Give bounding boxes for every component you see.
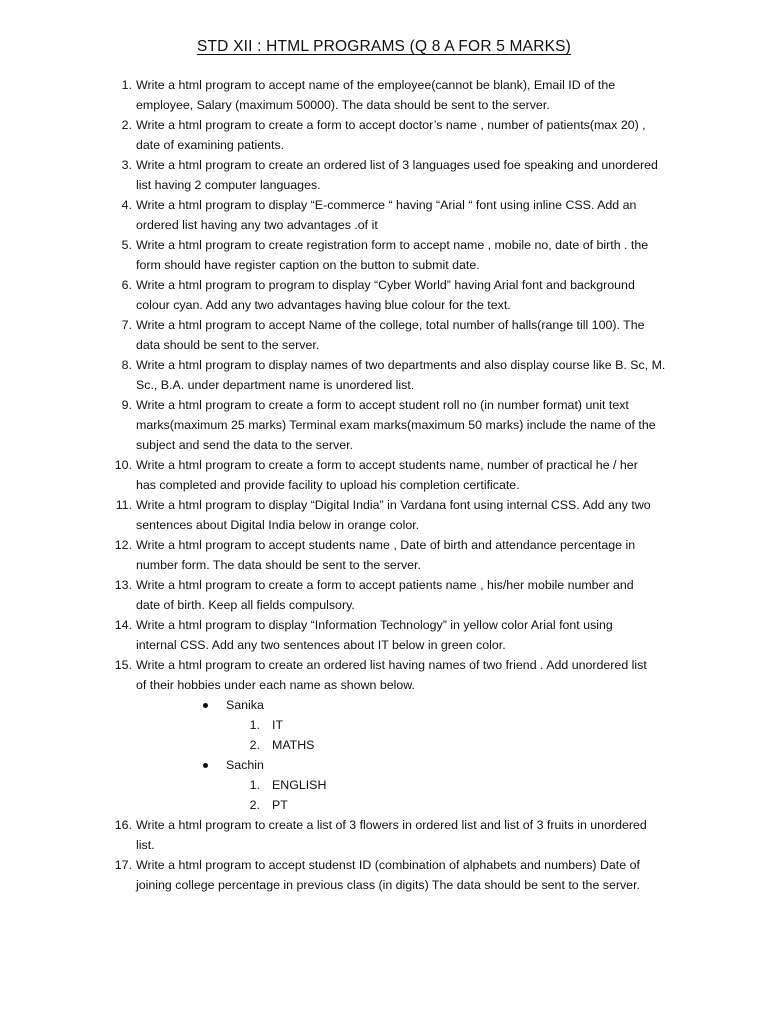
question-text-line: number form. The data should be sent to the server.	[136, 558, 421, 572]
question-item	[0, 235, 768, 275]
question-number: 15.	[114, 658, 132, 672]
question-text-line: Write a html program to display names of two departments and also display course like B. Sc, M.	[136, 358, 666, 372]
question-number: 16.	[114, 818, 132, 832]
question-text-line: date of birth. Keep all fields compulsory.	[136, 598, 355, 612]
question-text-line: joining college percentage in previous class (in digits) The data should be sent to the server.	[136, 878, 640, 892]
question-list	[0, 75, 768, 895]
question-item	[0, 395, 768, 455]
question-text-line: Sc., B.A. under department name is unordered list.	[136, 378, 415, 392]
hobby-item	[0, 735, 768, 755]
hobby-item	[0, 715, 768, 735]
question-item	[0, 615, 768, 655]
question-item	[0, 195, 768, 235]
question-text-line: Write a html program to display “Information Technology” in yellow color Arial font using	[136, 618, 613, 632]
question-text-line: list.	[136, 838, 155, 852]
question-text-line: Write a html program to create a form to accept students name, number of practical he / her	[136, 458, 638, 472]
question-text-line: marks(maximum 25 marks) Terminal exam marks(maximum 50 marks) include the name of the	[136, 418, 656, 432]
page-title: STD XII : HTML PROGRAMS (Q 8 A FOR 5 MARKS)	[196, 38, 572, 55]
bullet-icon	[203, 763, 208, 768]
hobby-number: 2.	[249, 738, 260, 752]
hobby-text: MATHS	[272, 738, 315, 752]
question-number: 17.	[114, 858, 132, 872]
question-number: 10.	[114, 458, 132, 472]
question-text-line: has completed and provide facility to upload his completion certificate.	[136, 478, 520, 492]
question-text-line: data should be sent to the server.	[136, 338, 320, 352]
hobby-number: 1.	[249, 778, 260, 792]
question-item	[0, 815, 768, 855]
question-text-line: employee, Salary (maximum 50000). The data should be sent to the server.	[136, 98, 550, 112]
question-text-line: Write a html program to create a list of 3 flowers in ordered list and list of 3 fruits in unordered	[136, 818, 647, 832]
question-item	[0, 535, 768, 575]
question-item	[0, 155, 768, 195]
question-number: 6.	[121, 278, 132, 292]
question-item	[0, 355, 768, 395]
question-text-line: Write a html program to accept name of the employee(cannot be blank), Email ID of the	[136, 78, 616, 92]
question-number: 7.	[121, 318, 132, 332]
question-text-line: Write a html program to program to display “Cyber World” having Arial font and background	[136, 278, 635, 292]
question-number: 13.	[114, 578, 132, 592]
hobby-item	[0, 795, 768, 815]
question-item	[0, 655, 768, 695]
example-friend	[0, 755, 768, 775]
question-number: 12.	[114, 538, 132, 552]
question-text-line: Write a html program to accept studenst ID (combination of alphabets and numbers) Date of	[136, 858, 640, 872]
question-number: 2.	[121, 118, 132, 132]
question-text-line: list having 2 computer languages.	[136, 178, 321, 192]
question-text-line: Write a html program to display “Digital India” in Vardana font using internal CSS. Add any two	[136, 498, 651, 512]
hobby-number: 1.	[249, 718, 260, 732]
question-number: 9.	[121, 398, 132, 412]
question-number: 4.	[121, 198, 132, 212]
bullet-icon	[203, 703, 208, 708]
question-item	[0, 455, 768, 495]
hobby-number: 2.	[249, 798, 260, 812]
question-text-line: of their hobbies under each name as shown below.	[136, 678, 415, 692]
question-text-line: Write a html program to accept Name of the college, total number of halls(range till 100). The	[136, 318, 645, 332]
question-text-line: Write a html program to accept students name , Date of birth and attendance percentage in	[136, 538, 636, 552]
question-item	[0, 495, 768, 535]
question-item	[0, 315, 768, 355]
question-number: 14.	[114, 618, 132, 632]
question-number: 11.	[115, 498, 132, 512]
question-item	[0, 855, 768, 895]
example-list	[0, 695, 768, 815]
question-number: 5.	[121, 238, 132, 252]
example-friend	[0, 695, 768, 715]
question-text-line: subject and send the data to the server.	[136, 438, 353, 452]
question-text-line: form should have register caption on the button to submit date.	[136, 258, 480, 272]
question-text-line: sentences about Digital India below in orange color.	[136, 518, 420, 532]
hobby-text: IT	[272, 718, 284, 732]
question-item	[0, 75, 768, 115]
hobby-text: PT	[272, 798, 288, 812]
question-number: 3.	[121, 158, 132, 172]
question-text-line: ordered list having any two advantages .of it	[136, 218, 378, 232]
question-item	[0, 575, 768, 615]
question-text-line: colour cyan. Add any two advantages having blue colour for the text.	[136, 298, 511, 312]
friend-name: Sanika	[226, 698, 264, 712]
question-text-line: internal CSS. Add any two sentences about IT below in green color.	[136, 638, 506, 652]
question-text-line: date of examining patients.	[136, 138, 285, 152]
question-text-line: Write a html program to create an ordered list of 3 languages used foe speaking and unordered	[136, 158, 658, 172]
question-text-line: Write a html program to create a form to accept doctor’s name , number of patients(max 20) ,	[136, 118, 646, 132]
hobby-text: ENGLISH	[272, 778, 327, 792]
hobby-item	[0, 775, 768, 795]
question-text-line: Write a html program to create an ordered list having names of two friend . Add unordered list	[136, 658, 647, 672]
question-item	[0, 275, 768, 315]
question-text-line: Write a html program to create a form to accept patients name , his/her mobile number and	[136, 578, 634, 592]
question-text-line: Write a html program to create a form to accept student roll no (in number format) unit text	[136, 398, 629, 412]
question-text-line: Write a html program to display “E-commerce “ having “Arial “ font using inline CSS. Add an	[136, 198, 637, 212]
question-item	[0, 115, 768, 155]
friend-name: Sachin	[226, 758, 264, 772]
question-number: 1.	[121, 78, 132, 92]
question-text-line: Write a html program to create registration form to accept name , mobile no, date of birth . the	[136, 238, 649, 252]
question-number: 8.	[121, 358, 132, 372]
